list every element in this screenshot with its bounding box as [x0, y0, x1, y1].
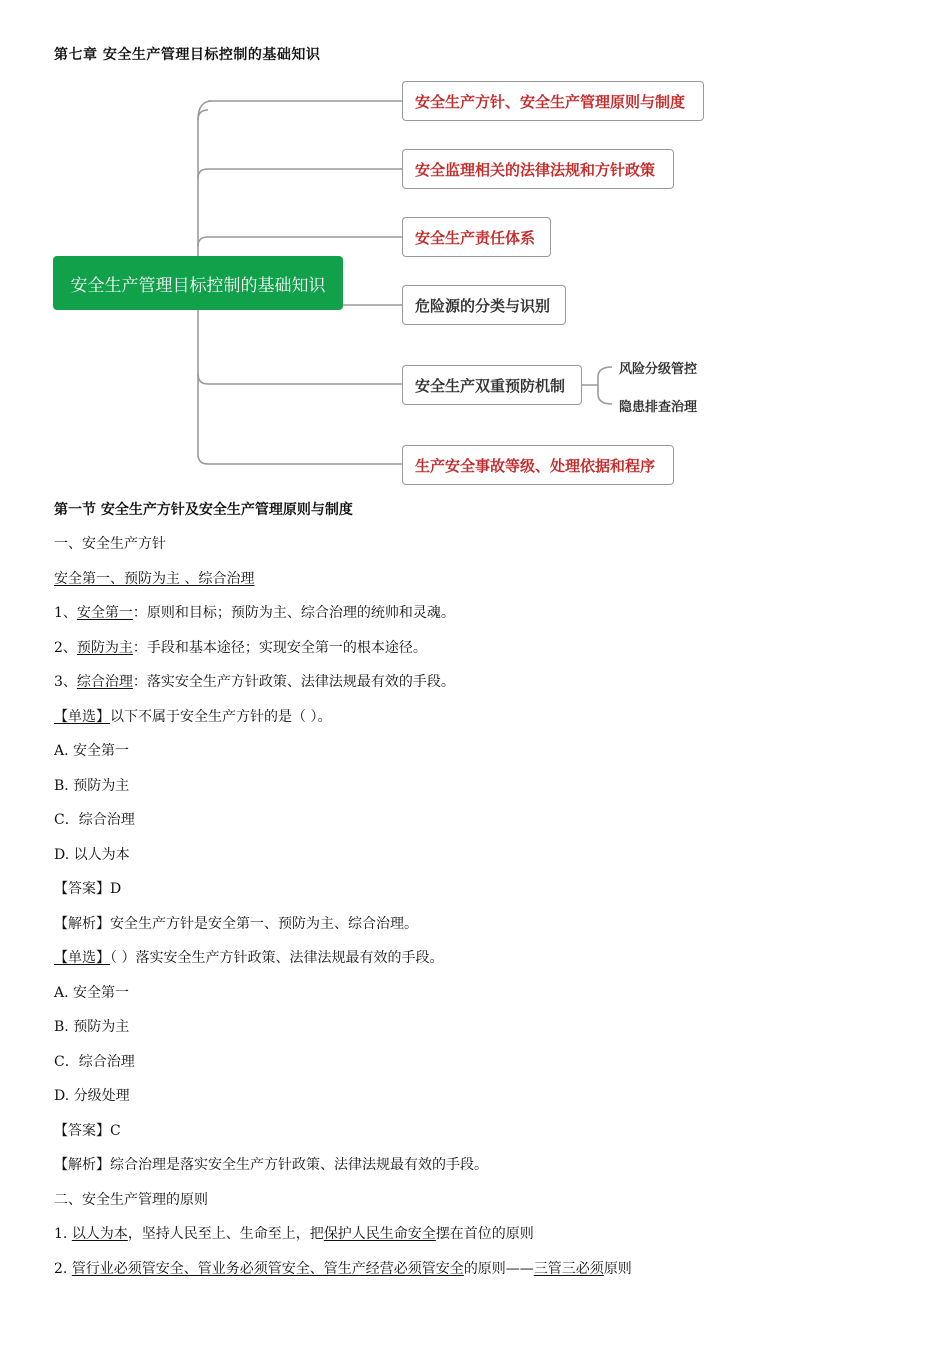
question-2-stem: 【单选】（ ）落实安全生产方针政策、法律法规最有效的手段。 [54, 950, 444, 966]
question-2-option-b: B. 预防为主 [54, 1019, 130, 1035]
question-1-option-a: A. 安全第一 [54, 743, 130, 759]
mindmap-root: 安全生产管理目标控制的基础知识 [53, 256, 343, 310]
question-1-answer: 【答案】D [54, 881, 122, 897]
question-1-option-c: C．综合治理 [54, 812, 135, 828]
principle-1: 1. 以人为本，坚持人民至上、生命至上，把保护人民生命安全摆在首位的原则 [54, 1226, 534, 1242]
mindmap-node-double-prevention: 安全生产双重预防机制 [402, 365, 582, 405]
question-2-option-c: C．综合治理 [54, 1054, 135, 1070]
question-tag: 【单选】 [54, 709, 110, 725]
mindmap-subnode-risk: 风险分级管控 [619, 362, 698, 377]
policy-line [54, 569, 254, 589]
policy-item-2: 2、预防为主：手段和基本途径；实现安全第一的根本途径。 [54, 640, 427, 656]
mindmap-node-laws: 安全监理相关的法律法规和方针政策 [402, 149, 674, 189]
subsection-heading-1: 一、安全生产方针 [54, 536, 166, 552]
question-1-stem: 【单选】以下不属于安全生产方针的是（ ）。 [54, 709, 332, 725]
question-1-option-b: B. 预防为主 [54, 778, 130, 794]
question-2-analysis: 【解析】综合治理是落实安全生产方针政策、法律法规最有效的手段。 [54, 1157, 488, 1173]
chapter-title: 第七章 安全生产管理目标控制的基础知识 [54, 47, 321, 63]
mindmap-node-hazard: 危险源的分类与识别 [402, 285, 566, 325]
policy-item-1: 1、安全第一：原则和目标；预防为主、综合治理的统帅和灵魂。 [54, 605, 455, 621]
subsection-heading-2: 二、安全生产管理的原则 [54, 1192, 208, 1208]
principle-2: 2. 管行业必须管安全、管业务必须管安全、管生产经营必须管安全的原则——三管三必须原则 [54, 1261, 632, 1277]
question-tag: 【单选】 [54, 950, 110, 966]
policy-item-3: 3、综合治理：落实安全生产方针政策、法律法规最有效的手段。 [54, 674, 455, 690]
question-2-option-d: D. 分级处理 [54, 1088, 130, 1104]
question-1-analysis: 【解析】安全生产方针是安全第一、预防为主、综合治理。 [54, 916, 418, 932]
mindmap-node-accident: 生产安全事故等级、处理依据和程序 [402, 445, 674, 485]
question-1-option-d: D. 以人为本 [54, 847, 130, 863]
policy-text: 安全第一、预防为主 、综合治理 [54, 571, 255, 587]
mindmap-subnode-hidden-danger: 隐患排查治理 [619, 400, 698, 415]
question-2-option-a: A. 安全第一 [54, 985, 130, 1001]
mindmap-node-policy: 安全生产方针、安全生产管理原则与制度 [402, 81, 704, 121]
mindmap-node-responsibility: 安全生产责任体系 [402, 217, 551, 257]
section-title: 第一节 安全生产方针及安全生产管理原则与制度 [54, 502, 353, 518]
question-2-answer: 【答案】C [54, 1123, 121, 1139]
